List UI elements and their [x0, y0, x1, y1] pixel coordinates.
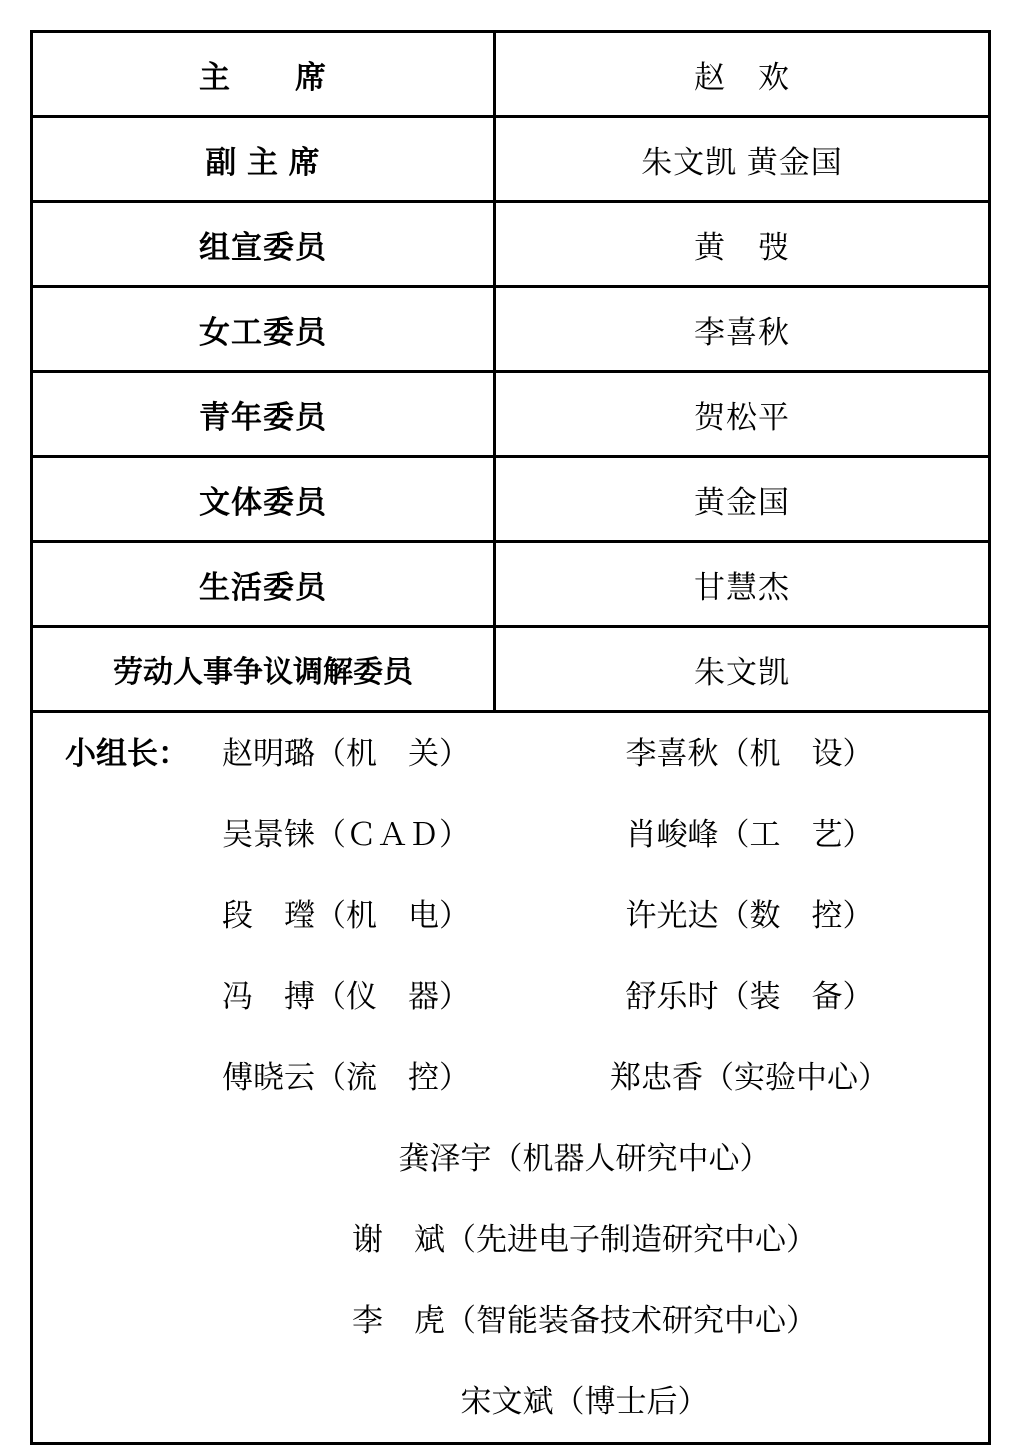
- leader-entry: 许光达（数 控）: [625, 898, 874, 933]
- indent-spacer: [33, 875, 181, 956]
- person-cell: 黄金国: [495, 457, 990, 542]
- person-cell: 贺松平: [495, 372, 990, 457]
- role-cell: 副 主 席: [32, 117, 495, 202]
- indent-spacer: [33, 1118, 181, 1199]
- leader-entry: 肖峻峰（工 艺）: [625, 817, 874, 852]
- role-cell: 主 席: [32, 32, 495, 117]
- table-row: [32, 287, 990, 372]
- leader-entry: 冯 搏（仪 器）: [222, 979, 470, 1014]
- table-row: [32, 32, 990, 117]
- leader-entry: 宋文斌（博士后）: [460, 1384, 709, 1419]
- table-row: [32, 117, 990, 202]
- list-item: [33, 1118, 988, 1199]
- role-cell: 组宣委员: [32, 202, 495, 287]
- person-cell: 李喜秋: [495, 287, 990, 372]
- list-item: [33, 1361, 988, 1442]
- list-item: [33, 956, 988, 1037]
- indent-spacer: [33, 1280, 181, 1361]
- leader-entry: 谢 斌（先进电子制造研究中心）: [352, 1222, 817, 1257]
- person-cell: 黄 弢: [495, 202, 990, 287]
- leader-entry: 李 虎（智能装备技术研究中心）: [352, 1303, 817, 1338]
- indent-spacer: [33, 1037, 181, 1118]
- table-row: [32, 627, 990, 712]
- leader-entry: 段 㼆（机 电）: [222, 898, 470, 933]
- committee-roster-table: [30, 30, 991, 1445]
- list-item: [33, 713, 988, 794]
- list-item: [33, 1280, 988, 1361]
- indent-spacer: [33, 1361, 181, 1442]
- leader-entry: 赵明璐（机 关）: [222, 736, 470, 771]
- table-row: [32, 202, 990, 287]
- person-cell: 朱文凯: [495, 627, 990, 712]
- table-row: [32, 457, 990, 542]
- leader-entry: 傅晓云（流 控）: [222, 1060, 470, 1095]
- person-cell: 甘慧杰: [495, 542, 990, 627]
- leader-entry: 龚泽宇（机器人研究中心）: [398, 1141, 771, 1176]
- group-leaders-cell: [32, 712, 990, 1444]
- person-cell: 赵 欢: [495, 32, 990, 117]
- leader-entry: 李喜秋（机 设）: [625, 736, 874, 771]
- table-row: [32, 542, 990, 627]
- indent-spacer: [33, 956, 181, 1037]
- indent-spacer: [33, 794, 181, 875]
- leader-entry: 郑忠香（实验中心）: [610, 1060, 889, 1095]
- group-leaders-row: [32, 712, 990, 1444]
- list-item: [33, 1037, 988, 1118]
- table-row: [32, 372, 990, 457]
- list-item: [33, 1199, 988, 1280]
- list-item: [33, 794, 988, 875]
- list-item: [33, 875, 988, 956]
- person-cell: 朱文凯 黄金国: [495, 117, 990, 202]
- role-cell: 青年委员: [32, 372, 495, 457]
- leader-entry: 吴景铼（ＣＡＤ）: [222, 817, 470, 852]
- role-cell: 劳动人事争议调解委员: [32, 627, 495, 712]
- table-body: [32, 32, 990, 1444]
- indent-spacer: [33, 1199, 181, 1280]
- group-leaders-label: 小组长：: [65, 736, 189, 771]
- role-cell: 文体委员: [32, 457, 495, 542]
- leader-entry: 舒乐时（装 备）: [625, 979, 874, 1014]
- role-cell: 女工委员: [32, 287, 495, 372]
- role-cell: 生活委员: [32, 542, 495, 627]
